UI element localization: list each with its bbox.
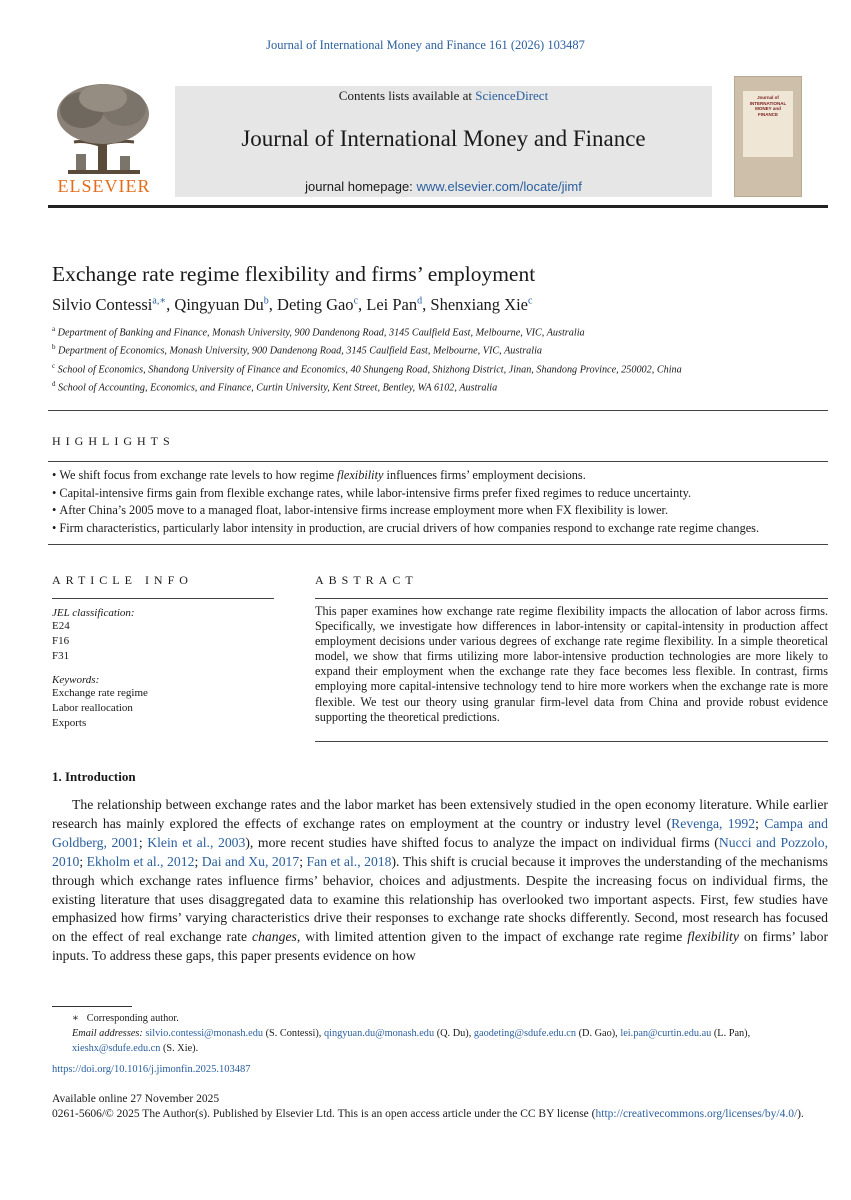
affiliation-item — [52, 377, 812, 395]
author-list: Silvio Contessi$^{a,∗}$, Qingyuan Du$^b$, Deting Gao$^c$, Lei Pan$^d$, Shenxiang Xie$^c$ — [52, 295, 533, 314]
author-name[interactable]: Silvio Contessi — [52, 295, 153, 314]
license-text: 0261-5606/© 2025 The Author(s). Published by Elsevier Ltd. This is an open access article under the CC BY license ( — [52, 1108, 596, 1120]
highlight-text: After China’s 2005 move to a managed float, labor-intensive firms increase employment more when FX flexibility is lower. — [59, 503, 669, 517]
email-link[interactable]: xieshx@sdufe.edu.cn — [72, 1043, 161, 1054]
affiliation-text: Department of Banking and Finance, Monash University, 900 Dandenong Road, 3145 Caulfield East, Melbourne, VIC, Australia — [57, 327, 585, 339]
contents-prefix: Contents lists available at — [338, 88, 473, 103]
author-affiliation-mark[interactable]: a,∗ — [152, 295, 167, 307]
journal-citation[interactable]: Journal of International Money and Finance 161 (2026) 103487 — [266, 38, 585, 52]
affiliation-text: Department of Economics, Monash University, 900 Dandenong Road, 3145 Caulfield East, Melbourne, VIC, Australia — [58, 345, 543, 357]
email-link[interactable]: silvio.contessi@monash.edu — [145, 1028, 264, 1039]
affiliation-mark: b — [52, 343, 56, 352]
author-affiliation-mark[interactable]: b — [263, 295, 269, 307]
header-rule — [48, 205, 828, 208]
abstract-rule-bottom — [315, 741, 828, 742]
elsevier-logo[interactable] — [48, 76, 160, 198]
highlights-list — [52, 467, 828, 537]
body-text: , with limited attention given to the impact of exchange rate regime — [296, 929, 688, 945]
sciencedirect-link[interactable]: ScienceDirect — [475, 88, 549, 103]
body-text: The relationship between exchange rates and the labor market has been extensively studied in the open economy literature. While earlier research has mainly explored the effects of exchange rates on employment at the country or industry level ( — [52, 797, 828, 831]
body-text: ; — [299, 853, 307, 869]
author-affiliation-mark[interactable]: d — [417, 295, 423, 307]
affiliation-text: School of Accounting, Economics, and Finance, Curtin University, Kent Street, Bentley, WA 6102, Australia — [58, 382, 498, 394]
affiliation-list — [52, 322, 812, 396]
abstract-heading: ABSTRACT — [315, 573, 418, 587]
email-link[interactable]: gaodeting@sdufe.edu.cn — [473, 1028, 576, 1039]
affiliation-item — [52, 322, 812, 340]
author-affiliation-mark[interactable]: c — [353, 295, 359, 307]
keyword: Labor reallocation — [52, 702, 133, 714]
affiliation-text: School of Economics, Shandong University of Finance and Economics, 40 Shungeng Road, Shizhong District, Jinan, Shandong Province, 250002, China — [57, 364, 682, 376]
highlights-rule-top — [48, 461, 828, 462]
publisher-name: ELSEVIER — [57, 176, 151, 196]
email-link[interactable]: qingyuan.du@monash.edu — [323, 1028, 435, 1039]
highlight-item — [52, 467, 828, 485]
highlights-rule-bottom — [48, 544, 828, 545]
abstract-rule-top — [315, 598, 828, 599]
highlight-item — [52, 520, 828, 538]
author-name[interactable]: Shenxiang Xie — [430, 295, 528, 314]
citation-link[interactable]: Dai and Xu, 2017 — [201, 853, 300, 869]
body-text: ), more recent studies have shifted focus to analyze the impact on individual firms ( — [245, 834, 719, 850]
email-owner: (D. Gao), — [578, 1028, 618, 1039]
corresponding-note — [52, 1011, 828, 1026]
affiliation-mark: c — [52, 361, 56, 370]
email-owner: (S. Xie). — [162, 1043, 199, 1054]
introduction-paragraph — [52, 796, 828, 966]
body-text: ; — [194, 853, 202, 869]
email-addresses — [52, 1026, 828, 1056]
body-text: on firms’ labor inputs. To address these gaps, this paper presents evidence on how — [52, 929, 829, 964]
journal-homepage — [175, 179, 712, 194]
keyword: Exchange rate regime — [52, 687, 148, 699]
citation-link[interactable]: Campa and Goldberg, 2001 — [52, 815, 828, 850]
footnote-rule — [52, 1006, 132, 1007]
author-name[interactable]: Deting Gao — [277, 295, 354, 314]
homepage-link[interactable]: www.elsevier.com/locate/jimf — [416, 179, 582, 194]
email-label: Email addresses: — [72, 1028, 143, 1039]
keywords-label: Keywords: — [52, 674, 100, 686]
citation-link[interactable]: Klein et al., 2003 — [147, 834, 246, 850]
highlight-text: We shift focus from exchange rate levels to how regime — [59, 468, 338, 482]
highlight-text: influences firms’ employment decisions. — [383, 468, 586, 482]
body-text: ). This shift is crucial because it improves the understanding of the mechanisms through which exchange rates influence firms’ behavior, choices and adjustments. Despite the increasing focus on individual firms, the existing literature that uses disaggregated data to examine this relationship has overlooked two important aspects. First, few studies have emphasized how firms’ varying characteristics drive their responses to exchange rate shocks differently. Second, most research has focused on the effect of real exchange rate — [52, 853, 828, 945]
article-info-rule — [52, 598, 274, 599]
jel-code: E24 — [52, 620, 70, 632]
jel-label: JEL classification: — [52, 607, 135, 619]
highlight-item — [52, 502, 828, 520]
highlights-heading: HIGHLIGHTS — [52, 434, 175, 448]
doi-link[interactable]: https://doi.org/10.1016/j.jimonfin.2025.103487 — [52, 1064, 251, 1075]
affiliations-rule — [48, 410, 828, 411]
email-link[interactable]: lei.pan@curtin.edu.au — [620, 1028, 712, 1039]
jel-code: F31 — [52, 650, 70, 662]
article-info-body — [52, 607, 274, 731]
author-name[interactable]: Lei Pan — [366, 295, 418, 314]
affiliation-mark: d — [52, 380, 56, 389]
highlight-item — [52, 485, 828, 503]
body-text: ; — [138, 834, 148, 850]
affiliation-item — [52, 359, 812, 377]
contents-line — [175, 88, 712, 104]
jel-code: F16 — [52, 635, 70, 647]
citation-link[interactable]: Nucci and Pozzolo, 2010 — [52, 834, 828, 869]
emphasis-text: changes — [252, 929, 297, 945]
homepage-prefix: journal homepage: — [305, 179, 413, 194]
highlight-emphasis: flexibility — [337, 468, 384, 482]
journal-name: Journal of International Money and Finance — [241, 126, 646, 151]
introduction-heading: 1. Introduction — [52, 769, 136, 784]
corresponding-mark: ∗ — [72, 1013, 79, 1024]
body-text: ; — [79, 853, 87, 869]
journal-cover-thumbnail[interactable] — [734, 76, 802, 197]
body-text: ; — [755, 815, 765, 831]
article-info-heading: ARTICLE INFO — [52, 573, 193, 587]
email-owner: (L. Pan), — [713, 1028, 751, 1039]
author-affiliation-mark[interactable]: c — [528, 295, 533, 307]
affiliation-mark: a — [52, 325, 56, 333]
citation-link[interactable]: Revenga, 1992 — [671, 815, 756, 831]
license-statement — [52, 1107, 828, 1122]
footnote-block — [52, 1011, 828, 1056]
corresponding-text: Corresponding author. — [86, 1013, 179, 1024]
email-owner: (S. Contessi), — [265, 1028, 322, 1039]
license-close: ). — [797, 1108, 804, 1120]
license-link[interactable]: http://creativecommons.org/licenses/by/4.0/ — [595, 1108, 798, 1120]
highlight-text: Firm characteristics, particularly labor intensity in production, are crucial drivers of how companies respond to exchange rate regime changes. — [59, 520, 760, 535]
available-online: Available online 27 November 2025 — [52, 1093, 220, 1105]
citation-link[interactable]: Fan et al., 2018 — [306, 853, 392, 869]
highlight-text: Capital-intensive firms gain from flexible exchange rates, while labor-intensive firms prefer fixed regimes to reduce uncertainty. — [59, 485, 692, 500]
keyword-list — [52, 686, 274, 731]
cover-title: Journal of INTERNATIONAL MONEY and FINANCE — [749, 95, 787, 117]
emphasis-text: flexibility — [687, 929, 739, 945]
jel-codes — [52, 619, 274, 664]
author-name[interactable]: Qingyuan Du — [174, 295, 264, 314]
email-owner: (Q. Du), — [436, 1028, 472, 1039]
affiliation-item — [52, 340, 812, 358]
abstract-text: This paper examines how exchange rate regime flexibility impacts the allocation of labor across firms. Specifically, we investigate how differences in labor-intensity or capital-intensity in production affect employment decisions under various degrees of exchange rate regime flexibility. In a simple theoretical model, we show that firms utilizing more labor-intensive production technologies are more likely to expand their employment when the exchange rate they face becomes less flexible. In contrast, firms employing more capital-intensive technology tend to hire more workers when the exchange rate is more flexible. We test our theory using granular firm-level data from China and provide robust evidence supporting the theoretical predictions. — [315, 604, 828, 724]
article-title: Exchange rate regime flexibility and firms’ employment — [52, 262, 536, 286]
citation-link[interactable]: Ekholm et al., 2012 — [86, 853, 195, 869]
keyword: Exports — [52, 717, 87, 729]
